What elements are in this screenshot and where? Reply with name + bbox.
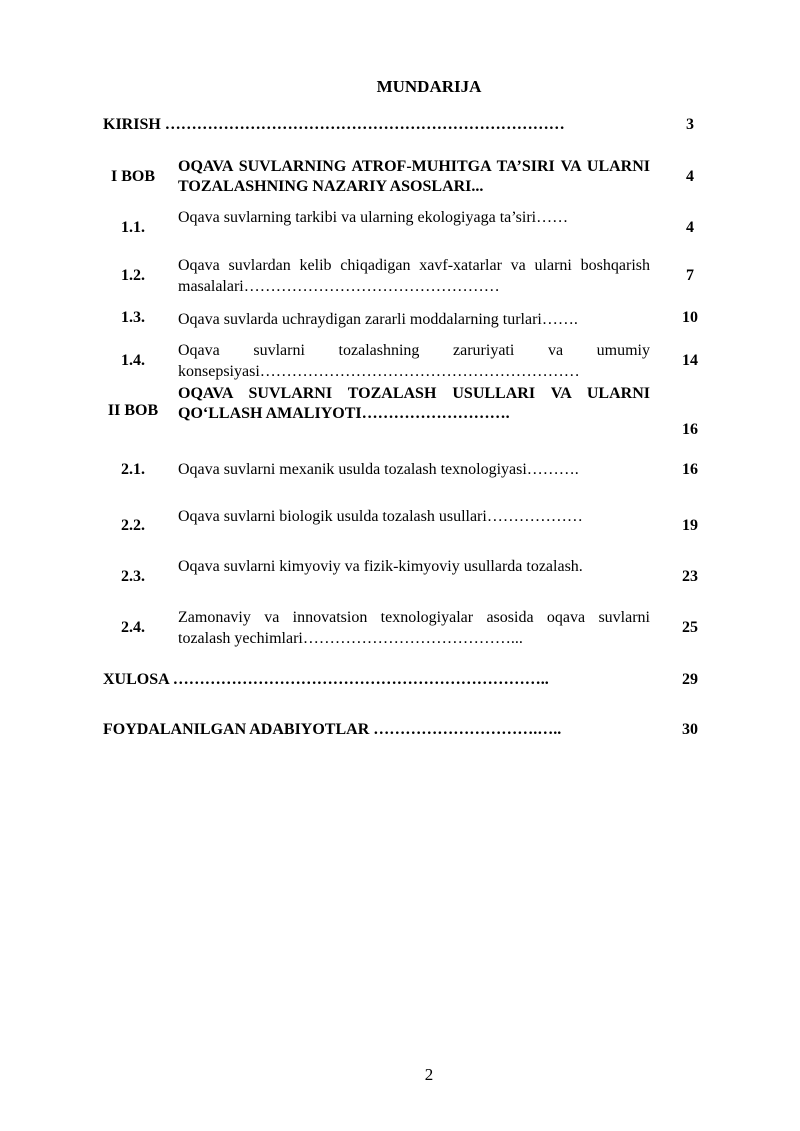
toc-1-3-page: 10 — [682, 309, 698, 326]
toc-2-1-number: 2.1. — [121, 461, 145, 478]
toc-bob2-number: II BOB — [107, 402, 159, 419]
toc-bob2-text: OQAVA SUVLARNI TOZALASH USULLARI VA ULARNI QO‘LLASH AMALIYOTI………………………. — [178, 385, 650, 422]
toc-bob2-page: 16 — [682, 421, 698, 438]
toc-2-1-page: 16 — [682, 461, 698, 478]
toc-kirish-page: 3 — [686, 116, 694, 133]
toc-1-4-text: Oqava suvlarni tozalashning zaruriyati va umumiy konsepsiyasi…………………………………………………… — [178, 342, 650, 380]
toc-adabiyotlar-page: 30 — [682, 721, 698, 738]
toc-xulosa-text: XULOSA …………………………………………………………….. — [103, 671, 549, 688]
toc-adabiyotlar-text: FOYDALANILGAN ADABIYOTLAR ………………………….….. — [103, 721, 562, 738]
toc-bob1-text: OQAVA SUVLARNING ATROF-MUHITGA TA’SIRI VA ULARNI TOZALASHNING NAZARIY ASOSLARI... — [178, 158, 650, 195]
page-number: 2 — [424, 1065, 434, 1084]
toc-2-2-text: Oqava suvlarni biologik usulda tozalash usullari……………… — [178, 508, 583, 525]
toc-2-1-text: Oqava suvlarni mexanik usulda tozalash texnologiyasi………. — [178, 461, 579, 478]
toc-bob1-page: 4 — [686, 168, 694, 185]
toc-kirish-text: KIRISH ………………………………………………………………… — [103, 116, 565, 133]
toc-2-3-number: 2.3. — [121, 568, 145, 585]
toc-2-3-page: 23 — [682, 568, 698, 585]
toc-1-1-number: 1.1. — [121, 219, 145, 236]
toc-bob1-number: I BOB — [110, 168, 155, 185]
toc-1-2-text: Oqava suvlardan kelib chiqadigan xavf-xatarlar va ularni boshqarish masalalari………………………………………… — [178, 257, 650, 295]
toc-1-3-text: Oqava suvlarda uchraydigan zararli moddalarning turlari……. — [178, 311, 578, 328]
toc-1-2-page: 7 — [686, 267, 694, 284]
page-title: MUNDARIJA — [376, 77, 482, 96]
toc-2-2-page: 19 — [682, 517, 698, 534]
toc-1-2-number: 1.2. — [121, 267, 145, 284]
toc-2-2-number: 2.2. — [121, 517, 145, 534]
toc-2-4-page: 25 — [682, 619, 698, 636]
toc-1-3-number: 1.3. — [121, 309, 145, 326]
toc-2-4-text: Zamonaviy va innovatsion texnologiyalar asosida oqava suvlarni tozalash yechimlari…………………………………... — [178, 609, 650, 647]
toc-1-4-number: 1.4. — [121, 352, 145, 369]
toc-1-1-page: 4 — [686, 219, 694, 236]
toc-2-3-text: Oqava suvlarni kimyoviy va fizik-kimyoviy usullarda tozalash. — [178, 558, 583, 575]
toc-1-1-text: Oqava suvlarning tarkibi va ularning ekologiyaga ta’siri…… — [178, 209, 569, 226]
toc-2-4-number: 2.4. — [121, 619, 145, 636]
toc-xulosa-page: 29 — [682, 671, 698, 688]
toc-1-4-page: 14 — [682, 352, 698, 369]
